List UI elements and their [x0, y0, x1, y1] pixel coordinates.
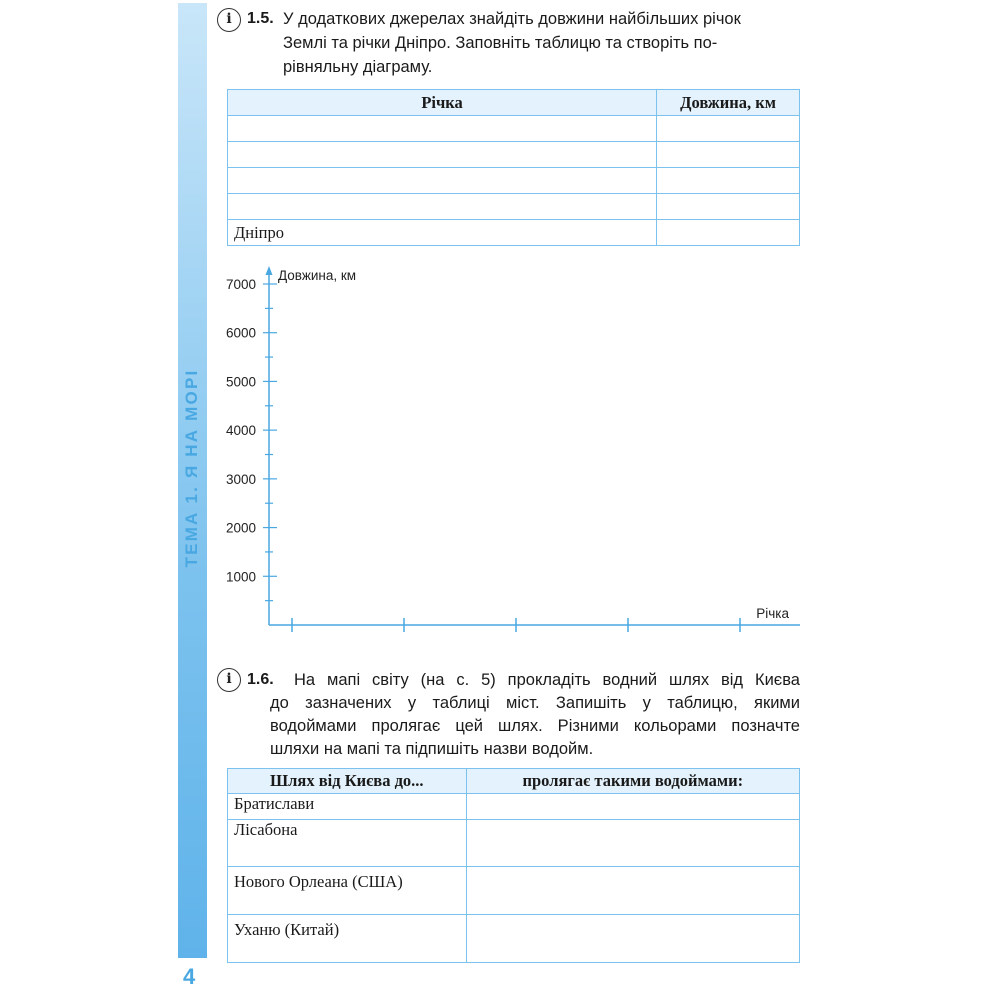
y-tick-label: 4000: [225, 423, 256, 439]
info-icon: i: [217, 668, 241, 692]
y-tick-label: 3000: [225, 471, 256, 487]
waterways-cell[interactable]: [466, 794, 799, 820]
y-tick-label: 6000: [225, 325, 256, 341]
page-number: 4: [183, 964, 196, 989]
route-city-cell: Нового Орлеана (США): [228, 867, 467, 915]
y-tick-label: 2000: [225, 520, 256, 536]
routes-table: [227, 768, 800, 963]
task-text-line: рівняльну діаграму.: [283, 58, 433, 76]
task-number: 1.6.: [247, 671, 274, 688]
y-axis-label: Довжина, км: [278, 268, 357, 283]
route-city-cell: Уханю (Китай): [228, 915, 467, 963]
table-row: [228, 820, 800, 867]
column-header: Річка: [228, 90, 657, 116]
task-text-line: водоймами пролягає цей шлях. Різними кольорами позначте: [270, 717, 800, 735]
column-header: Шлях від Києва до...: [228, 769, 467, 794]
y-tick-label: 7000: [225, 277, 256, 292]
waterways-cell[interactable]: [466, 820, 799, 867]
route-city-cell: Братислави: [228, 794, 467, 820]
task-text-line: У додаткових джерелах знайдіть довжини найбільших річок: [283, 10, 741, 28]
topic-label: ТЕМА 1. Я НА МОРІ: [182, 368, 201, 568]
waterways-cell[interactable]: [466, 867, 799, 915]
task-text-line: до зазначених у таблиці міст. Запишіть у таблицю, якими: [270, 694, 800, 712]
y-axis-arrow: [266, 266, 273, 275]
y-tick-label: 5000: [225, 374, 256, 390]
table-row: [228, 915, 800, 963]
x-axis-label: Річка: [756, 606, 789, 621]
river-cell[interactable]: Дніпро: [228, 220, 657, 246]
y-tick-label: 1000: [225, 569, 256, 585]
table-row: [228, 794, 800, 820]
column-header: пролягає такими водоймами:: [466, 769, 799, 794]
waterways-cell[interactable]: [466, 915, 799, 963]
task-text-line: шляхи на мапі та підпишіть назви водойм.: [270, 740, 594, 758]
info-icon: i: [217, 8, 241, 32]
table-row: [228, 867, 800, 915]
task-text-line: Землі та річки Дніпро. Заповніть таблицю та створіть по-: [283, 34, 718, 52]
task-text-line: На мапі світу (на с. 5) прокладіть водний шлях від Києва: [294, 671, 800, 689]
column-header: Довжина, км: [657, 90, 800, 116]
task-number: 1.5.: [247, 10, 274, 27]
route-city-cell: Лісабона: [228, 820, 467, 867]
